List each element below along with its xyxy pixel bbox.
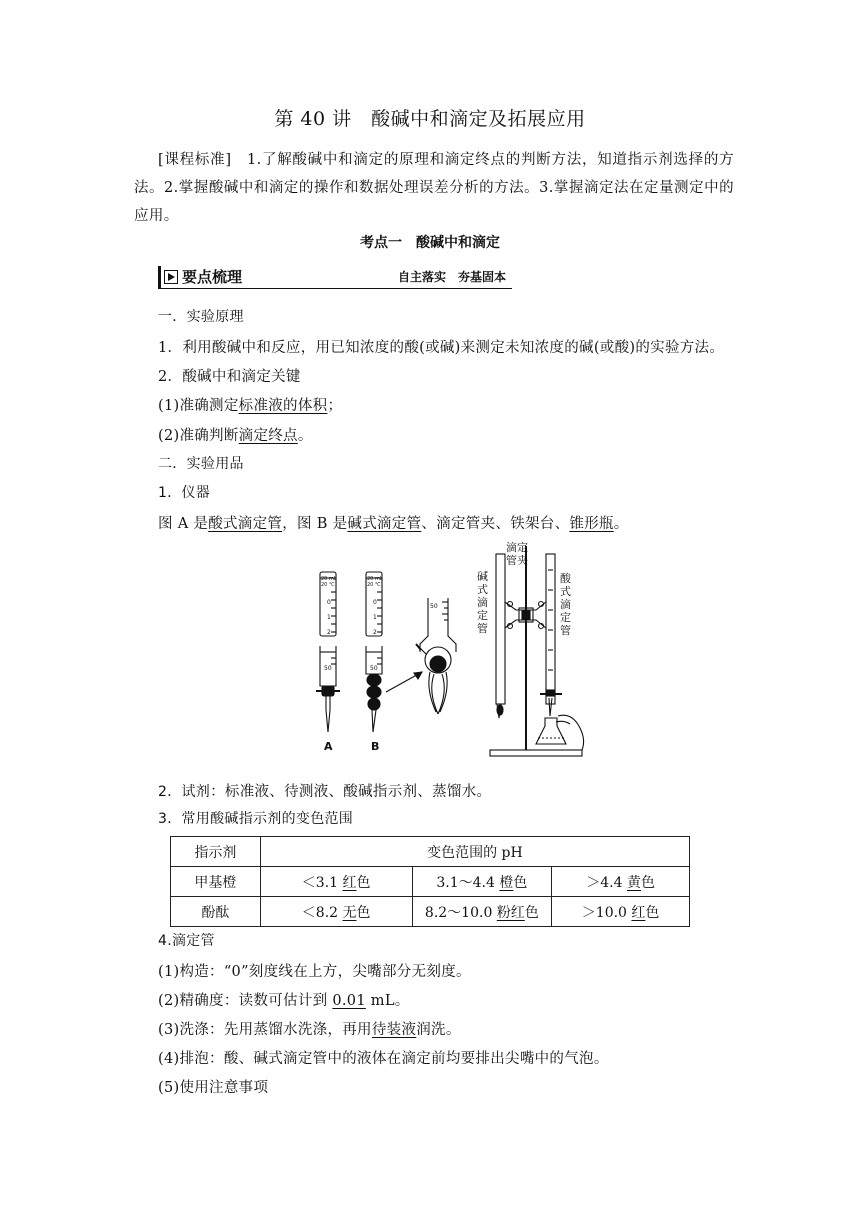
reagents-line: 2．试剂：标准液、待测液、酸碱指示剂、蒸馏水。 (158, 784, 492, 800)
burette-l2: (2)精确度：读数可估计到 0.01 mL。 (158, 993, 410, 1009)
principle-p1: 1．利用酸碱中和反应，用已知浓度的酸(或碱)来测定未知浓度的碱(或酸)的实验方法。 (158, 340, 725, 356)
scale-top-a: 20 mL (321, 576, 337, 582)
burette-figure (300, 540, 590, 762)
label-acid-4: 定 (560, 611, 571, 624)
banner-title: 要点梳理 (182, 268, 243, 286)
svg-text:50: 50 (324, 665, 332, 672)
instruments-text: 图 A 是酸式滴定管，图 B 是碱式滴定管、滴定管夹、铁架台、锥形瓶。 (158, 516, 629, 532)
svg-text:2: 2 (327, 629, 331, 636)
scale-top-b: 20 mL (367, 576, 383, 582)
underlined-answer: 标准液的体积 (238, 398, 328, 414)
table-cell: ＜8.2 无色 (260, 897, 412, 927)
stand-base-burette (496, 554, 505, 704)
heading-principle: 一．实验原理 (158, 309, 244, 325)
label-acid-3: 滴 (560, 598, 571, 611)
label-base-4: 定 (477, 609, 488, 622)
burette-l1: (1)构造：“0”刻度线在上方，尖嘴部分无刻度。 (158, 964, 471, 980)
svg-text:1: 1 (373, 614, 377, 621)
principle-p2: 2．酸碱中和滴定关键 (158, 369, 301, 385)
burette-l4: (4)排泡：酸、碱式滴定管中的液体在滴定前均要排出尖嘴中的气泡。 (158, 1051, 609, 1067)
table-row (171, 867, 690, 897)
heading-burette: 4.滴定管 (158, 933, 215, 949)
table-cell: 甲基橙 (171, 867, 261, 897)
heading-materials: 二．实验用品 (158, 456, 244, 472)
label-acid-5: 管 (560, 624, 571, 637)
table-cell: 酚酞 (171, 897, 261, 927)
svg-text:50: 50 (370, 665, 378, 672)
table-row (171, 837, 690, 867)
arrow-icon (414, 672, 422, 679)
stand-base (490, 750, 582, 756)
play-icon (164, 270, 178, 284)
underlined-answer: 滴定终点 (238, 428, 298, 444)
svg-text:50: 50 (430, 603, 438, 610)
label-acid-1: 酸 (560, 572, 571, 585)
indicator-table (170, 836, 690, 927)
label-base-3: 滴 (477, 596, 488, 609)
svg-text:1: 1 (327, 614, 331, 621)
svg-text:2: 2 (373, 629, 377, 636)
standard-text: 1.了解酸碱中和滴定的原理和滴定终点的判断方法，知道指示剂选择的方法。2.掌握酸碱中和滴定的操作和数据处理误差分析的方法。3.掌握滴定法在定量测定中的应用。 (134, 152, 734, 224)
label-clamp-1: 滴定 (506, 541, 528, 554)
table-cell: ＞4.4 黄色 (552, 867, 690, 897)
sub-indicators: 3．常用酸碱指示剂的变色范围 (158, 811, 354, 827)
label-b: B (371, 740, 380, 753)
scale-unit-a: 20 ℃ (321, 582, 335, 588)
label-base-1: 碱 (477, 570, 488, 583)
table-cell: ＞10.0 红色 (552, 897, 690, 927)
standard-tag: [课程标准] (158, 152, 232, 168)
principle-p3: (1)准确测定标准液的体积； (158, 398, 343, 414)
svg-text:0: 0 (327, 599, 331, 606)
label-a: A (324, 740, 333, 753)
scale-unit-b: 20 ℃ (367, 582, 381, 588)
curriculum-standard (134, 146, 734, 230)
table-row (171, 897, 690, 927)
conical-flask (536, 718, 566, 744)
table-cell: 3.1～4.4 橙色 (412, 867, 552, 897)
table-cell: 8.2～10.0 粉红色 (412, 897, 552, 927)
label-clamp-2: 管夹 (506, 554, 528, 567)
label-acid-2: 式 (560, 585, 571, 598)
table-cell: ＜3.1 红色 (260, 867, 412, 897)
section-heading: 考点一 酸碱中和滴定 (360, 235, 500, 251)
page-title: 第 40 讲 酸碱中和滴定及拓展应用 (274, 108, 586, 130)
burette-l5: (5)使用注意事项 (158, 1080, 269, 1096)
principle-p4: (2)准确判断滴定终点。 (158, 428, 313, 444)
burette-l3: (3)洗涤：先用蒸馏水洗涤，再用待装液润洗。 (158, 1022, 461, 1038)
stand-acid-burette (546, 554, 555, 704)
svg-text:0: 0 (373, 599, 377, 606)
label-base-2: 式 (477, 583, 488, 596)
banner-subtitle: 自主落实 夯基固本 (397, 270, 506, 284)
key-points-banner (158, 266, 512, 288)
sub-instruments: 1．仪器 (158, 485, 211, 501)
table-header-cell: 变色范围的 pH (260, 837, 689, 867)
table-header-cell: 指示剂 (171, 837, 261, 867)
glass-bead-icon (430, 656, 446, 672)
label-base-5: 管 (477, 622, 488, 635)
